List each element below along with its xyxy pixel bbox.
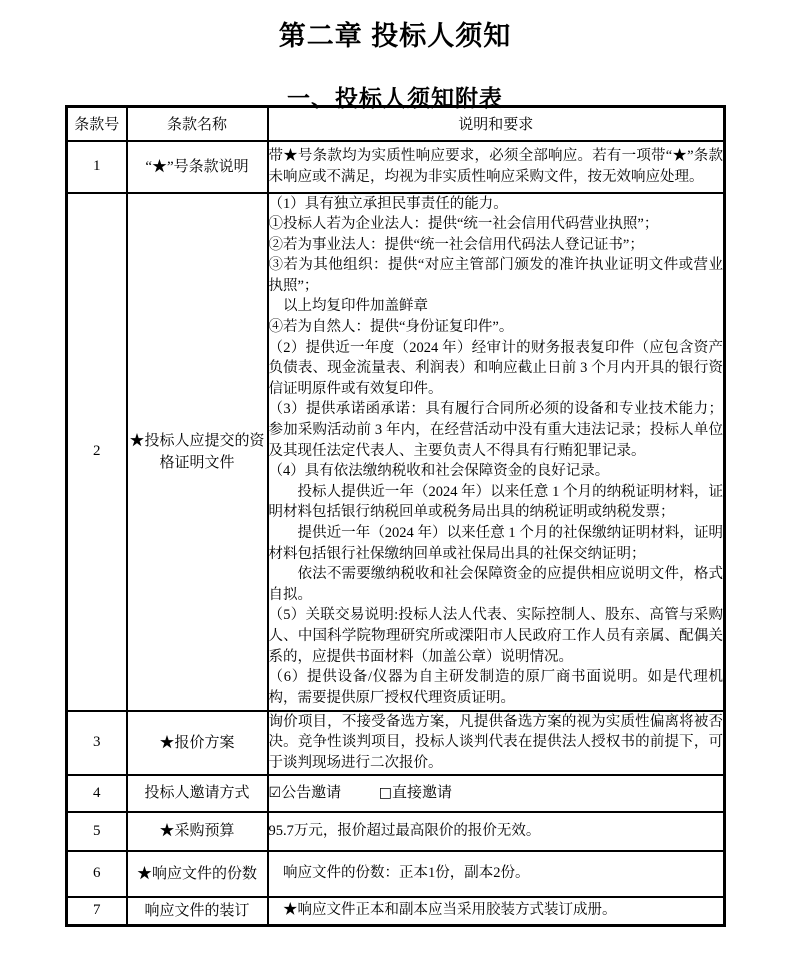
- desc-paragraph: （1）具有独立承担民事责任的能力。: [268, 195, 508, 212]
- desc-paragraph: 询价项目，不接受备选方案，凡提供备选方案的视为实质性偏离将被否决。竞争性谈判项目，投标人谈判代表在提供法人授权书的前提下，可于谈判现场进行二次报价。: [268, 713, 723, 771]
- clause-name-cell: ★响应文件的份数: [127, 851, 268, 897]
- desc-paragraph: ②若为事业法人：提供“统一社会信用代码法人登记证书”；: [268, 236, 644, 253]
- clause-name-cell: ★投标人应提交的资格证明文件: [127, 193, 268, 711]
- desc-paragraph: （4）具有依法缴纳税收和社会保障资金的良好记录。: [268, 463, 610, 480]
- clause-no-cell: 4: [67, 775, 127, 812]
- desc-paragraph: 以上均复印件加盖鲜章: [283, 298, 428, 315]
- clause-no-cell: 2: [67, 193, 127, 711]
- option-label: 直接邀请: [391, 784, 452, 801]
- option-label: 公告邀请: [281, 784, 342, 801]
- invitation-option-public: [269, 785, 342, 801]
- desc-paragraph: 95.7万元，报价超过最高限价的报价无效。: [268, 822, 541, 839]
- column-header-clause-no: 条款号: [67, 107, 127, 141]
- clause-desc-cell: [268, 141, 725, 193]
- clause-name-cell: “★”号条款说明: [127, 141, 268, 193]
- table-row: [67, 851, 725, 897]
- desc-paragraph: （5）关联交易说明:投标人法人代表、实际控制人、股东、高管与采购人、中国科学院物理研究所或溧阳市人民政府工作人员有亲属、配偶关系的，应提供书面材料（加盖公章）说明情况。: [268, 607, 723, 665]
- desc-paragraph: （6）提供设备/仪器为自主研发制造的原厂商书面说明。如是代理机构，需要提供原厂授权代理资质证明。: [268, 669, 723, 706]
- desc-paragraph: 提供近一年（2024 年）以来任意 1 个月的社保缴纳证明材料，证明材料包括银行社保缴纳回单或社保局出具的社保交纳证明；: [268, 525, 723, 562]
- table-row: [67, 897, 725, 926]
- table-row: [67, 193, 725, 711]
- clause-name-cell: 投标人邀请方式: [127, 775, 268, 812]
- page-subtitle: 一、投标人须知附表: [287, 85, 503, 111]
- desc-paragraph: ★响应文件正本和副本应当采用胶装方式装订成册。: [283, 902, 617, 919]
- column-header-description: 说明和要求: [268, 107, 725, 141]
- desc-paragraph: ④若为自然人：提供“身份证复印件”。: [268, 319, 514, 336]
- desc-paragraph: 依法不需要缴纳税收和社会保障资金的应提供相应说明文件，格式自拟。: [268, 566, 723, 603]
- page-title: 第二章 投标人须知: [278, 21, 512, 51]
- table-row: [67, 775, 725, 812]
- clause-desc-cell: [268, 851, 725, 897]
- clause-desc-cell: [268, 897, 725, 926]
- column-header-clause-name: 条款名称: [127, 107, 268, 141]
- desc-paragraph: 带★号条款均为实质性响应要求，必须全部响应。若有一项带“★”条款未响应或不满足，均视为非实质性响应采购文件，按无效响应处理。: [268, 147, 723, 185]
- clause-name-cell: 响应文件的装订: [127, 897, 268, 926]
- bidders-notice-table: [65, 105, 726, 927]
- clause-desc-cell: [268, 193, 725, 711]
- desc-paragraph: （3）提供承诺函承诺：具有履行合同所必须的设备和专业技术能力；参加采购活动前 3 年内，在经营活动中没有重大违法记录；投标人单位及其现任法定代表人、主要负责人不得具有行贿犯罪记录。: [268, 401, 723, 459]
- clause-no-cell: 7: [67, 897, 127, 926]
- desc-paragraph: 投标人提供近一年（2024 年）以来任意 1 个月的纳税证明材料，证明材料包括银行纳税回单或税务局出具的纳税证明或纳税发票；: [268, 483, 723, 521]
- clause-no-cell: 1: [67, 141, 127, 193]
- desc-paragraph: ③若为其他组织：提供“对应主管部门颁发的准许执业证明文件或营业执照”；: [268, 257, 723, 294]
- clause-desc-cell: [268, 775, 725, 812]
- checkbox-unchecked-icon: □: [378, 784, 392, 801]
- table-row: [67, 711, 725, 775]
- desc-paragraph: 响应文件的份数：正本1份，副本2份。: [283, 865, 530, 882]
- clause-no-cell: 3: [67, 711, 127, 775]
- table-row: [67, 141, 725, 193]
- table-row: [67, 812, 725, 851]
- clause-name-cell: ★采购预算: [127, 812, 268, 851]
- desc-paragraph: ①投标人若为企业法人：提供“统一社会信用代码营业执照”；: [268, 216, 659, 233]
- clause-no-cell: 6: [67, 851, 127, 897]
- table-header-row: [67, 107, 725, 141]
- clause-desc-cell: [268, 711, 725, 775]
- invitation-option-direct: [379, 785, 452, 801]
- clause-no-cell: 5: [67, 812, 127, 851]
- checkbox-checked-icon: ☑: [268, 784, 282, 801]
- clause-name-cell: ★报价方案: [127, 711, 268, 775]
- desc-paragraph: （2）提供近一年度（2024 年）经审计的财务报表复印件（应包含资产负债表、现金流量表、利润表）和响应截止日前 3 个月内开具的银行资信证明原件或有效复印件。: [268, 339, 723, 397]
- clause-desc-cell: [268, 812, 725, 851]
